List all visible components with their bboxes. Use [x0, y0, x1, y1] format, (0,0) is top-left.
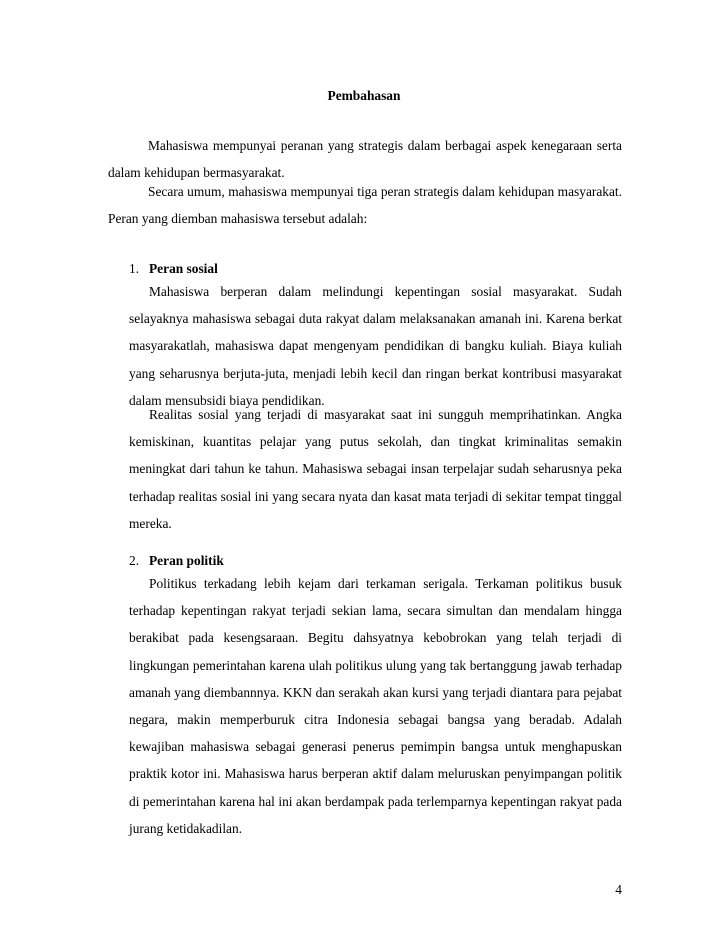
- section-2-number: 2.: [129, 553, 140, 568]
- section-2-title: Peran politik: [149, 553, 224, 568]
- page-title: Pembahasan: [327, 88, 401, 103]
- section-1-paragraph-1: Mahasiswa berperan dalam melindungi kepentingan sosial masyarakat. Sudah selayaknya mahasiswa sebagai duta rakyat dalam melaksanakan amanah ini. Karena berkat masyarakatlah, mahasiswa dapat mengenyam pendidikan di bangku kuliah. Biaya kuliah yang seharusnya berjuta-juta, menjadi lebih kecil dan ringan berkat kontribusi masyarakat dalam mensubsidi biaya pendidikan.: [129, 284, 622, 408]
- intro-paragraph-2: Secara umum, mahasiswa mempunyai tiga peran strategis dalam kehidupan masyarakat. Peran yang diemban mahasiswa tersebut adalah:: [108, 184, 622, 227]
- intro-paragraph-1: Mahasiswa mempunyai peranan yang strategis dalam berbagai aspek kenegaraan serta dalam kehidupan bermasyarakat.: [108, 138, 622, 181]
- section-1-title: Peran sosial: [149, 261, 218, 276]
- section-1-paragraph-2: Realitas sosial yang terjadi di masyarakat saat ini sungguh memprihatinkan. Angka kemiskinan, kuantitas pelajar yang putus sekolah, dan tingkat kriminalitas semakin meningkat dari tahun ke tahun. Mahasiswa sebagai insan terpelajar sudah seharusnya peka terhadap realitas sosial ini yang secara nyata dan kasat mata terjadi di sekitar tempat tinggal mereka.: [129, 407, 622, 531]
- section-1-number: 1.: [129, 261, 140, 276]
- section-2-paragraph-1: Politikus terkadang lebih kejam dari terkaman serigala. Terkaman politikus busuk terhadap kepentingan rakyat terjadi sekian lama, secara simultan dan mendalam hingga berakibat pada kesengsaraan. Begitu dahsyatnya kebobrokan yang telah terjadi di lingkungan pemerintahan karena ulah politikus ulung yang tak bertanggung jawab terhadap amanah yang diembannnya. KKN dan serakah akan kursi yang terjadi diantara para pejabat negara, makin memperburuk citra Indonesia sebagai bangsa yang beradab. Adalah kewajiban mahasiswa sebagai generasi penerus pemimpin bangsa untuk menghapuskan praktik kotor ini. Mahasiswa harus berperan aktif dalam meluruskan penyimpangan politik di pemerintahan karena hal ini akan berdampak pada terlemparnya kepentingan rakyat pada jurang ketidakadilan.: [129, 576, 622, 836]
- page-number: 4: [615, 882, 622, 897]
